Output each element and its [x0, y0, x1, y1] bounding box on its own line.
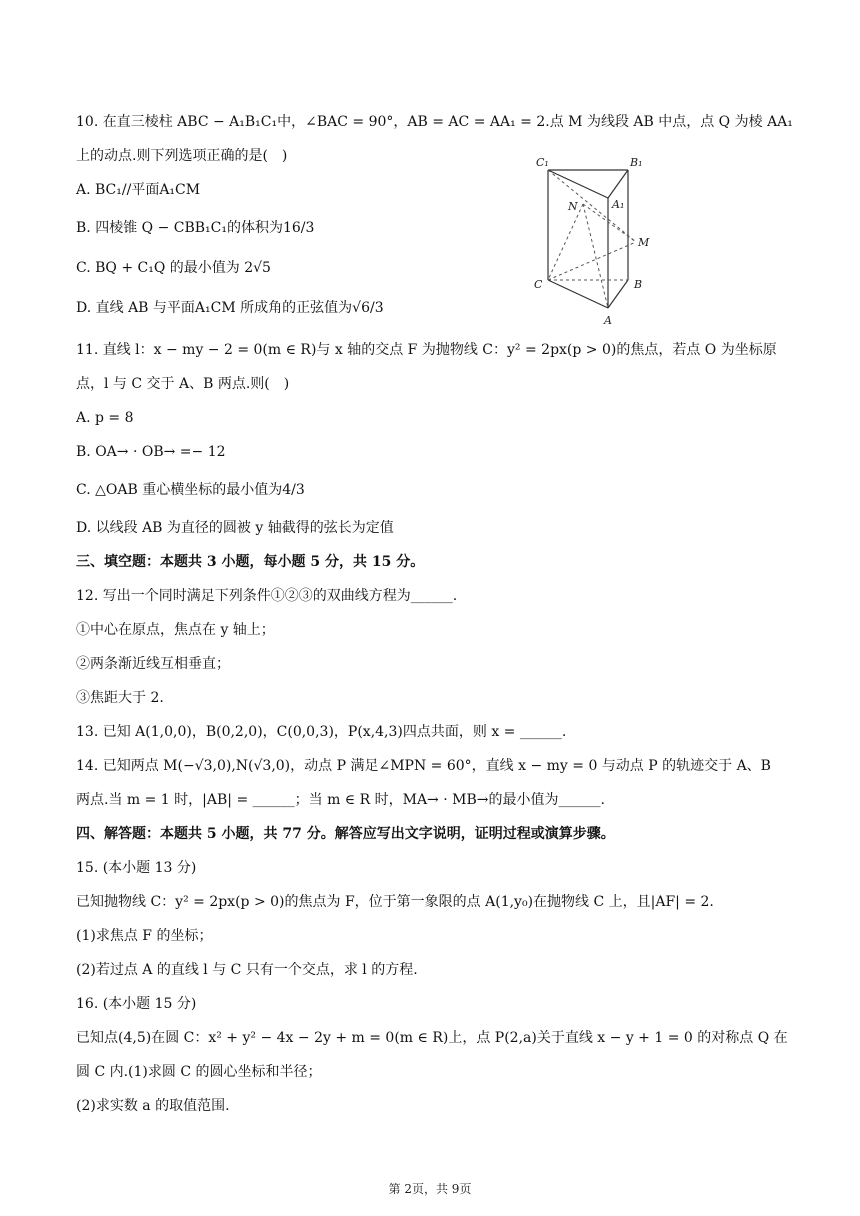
- q11-stem-line1: 11. 直线 l：x − my − 2 = 0(m ∈ R)与 x 轴的交点 F 为抛物线 C：y² = 2px(p > 0)的焦点，若点 O 为坐标原: [76, 342, 777, 358]
- q12-condition-2: ②两条渐近线互相垂直；: [76, 656, 230, 672]
- q15-part-1: (1)求焦点 F 的坐标；: [76, 928, 213, 944]
- q12-stem: 12. 写出一个同时满足下列条件①②③的双曲线方程为______.: [76, 588, 458, 604]
- q15-header: 15. (本小题 13 分): [76, 860, 197, 876]
- label-a1: A₁: [612, 198, 625, 211]
- edge-c1-a1: [548, 170, 608, 198]
- section-3-heading: 三、填空题：本题共 3 小题，每小题 5 分，共 15 分。: [76, 554, 425, 570]
- q16-part-2: (2)求实数 a 的取值范围.: [76, 1098, 230, 1114]
- prism-figure: [528, 150, 668, 330]
- edge-c-a: [548, 280, 608, 308]
- q10-stem-line1: 10. 在直三棱柱 ABC − A₁B₁C₁中，∠BAC = 90°，AB = AC = AA₁ = 2.点 M 为线段 AB 中点，点 Q 为棱 AA₁: [76, 114, 793, 130]
- edge-b1-a1: [608, 170, 628, 198]
- q10-option-b: B. 四棱锥 Q − CBB₁C₁的体积为16/3: [76, 220, 315, 236]
- q10-option-c: C. BQ + C₁Q 的最小值为 2√5: [76, 260, 271, 276]
- line-n-c: [548, 204, 583, 280]
- q16-stem-line1: 已知点(4,5)在圆 C：x² + y² − 4x − 2y + m = 0(m ∈ R)上，点 P(2,a)关于直线 x − y + 1 = 0 的对称点 Q 在: [76, 1030, 788, 1046]
- label-m: M: [638, 236, 650, 249]
- label-c1: C₁: [536, 156, 549, 169]
- q12-condition-3: ③焦距大于 2.: [76, 690, 164, 706]
- page-footer: 第 2页，共 9页: [388, 1182, 472, 1196]
- q11-option-a: A. p = 8: [76, 410, 134, 426]
- q12-condition-1: ①中心在原点，焦点在 y 轴上；: [76, 622, 275, 638]
- q11-option-b: B. OA→ · OB→ =− 12: [76, 444, 226, 460]
- q15-part-2: (2)若过点 A 的直线 l 与 C 只有一个交点，求 l 的方程.: [76, 962, 418, 978]
- q15-stem: 已知抛物线 C：y² = 2px(p > 0)的焦点为 F，位于第一象限的点 A(1,y₀)在抛物线 C 上，且|AF| = 2.: [76, 894, 714, 910]
- q14-stem-line2: 两点.当 m = 1 时，|AB| = ______；当 m ∈ R 时，MA→ · MB→的最小值为______.: [76, 792, 605, 808]
- q10-option-d: D. 直线 AB 与平面A₁CM 所成角的正弦值为√6/3: [76, 300, 384, 316]
- label-b: B: [634, 278, 643, 291]
- label-n: N: [568, 200, 578, 213]
- q11-stem-line2: 点，l 与 C 交于 A、B 两点.则( ): [76, 376, 290, 392]
- q10-stem-line2: 上的动点.则下列选项正确的是( ): [76, 148, 288, 164]
- label-a: A: [604, 314, 612, 327]
- label-b1: B₁: [630, 156, 643, 169]
- line-c-m: [548, 242, 636, 280]
- edge-b-a: [608, 280, 628, 308]
- section-4-heading: 四、解答题：本题共 5 小题，共 77 分。解答应写出文字说明，证明过程或演算步骤。: [76, 826, 615, 842]
- q10-option-a: A. BC₁//平面A₁CM: [76, 182, 201, 198]
- q13-stem: 13. 已知 A(1,0,0)，B(0,2,0)，C(0,0,3)，P(x,4,3)四点共面，则 x = ______.: [76, 724, 567, 740]
- q11-option-c: C. △OAB 重心横坐标的最小值为4/3: [76, 482, 305, 498]
- q11-option-d: D. 以线段 AB 为直径的圆被 y 轴截得的弦长为定值: [76, 520, 394, 536]
- q16-header: 16. (本小题 15 分): [76, 996, 197, 1012]
- q14-stem-line1: 14. 已知两点 M(−√3,0),N(√3,0)，动点 P 满足∠MPN = 60°，直线 x − my = 0 与动点 P 的轨迹交于 A、B: [76, 758, 771, 774]
- label-c: C: [534, 278, 543, 291]
- q16-stem-line2: 圆 C 内.(1)求圆 C 的圆心坐标和半径；: [76, 1064, 322, 1080]
